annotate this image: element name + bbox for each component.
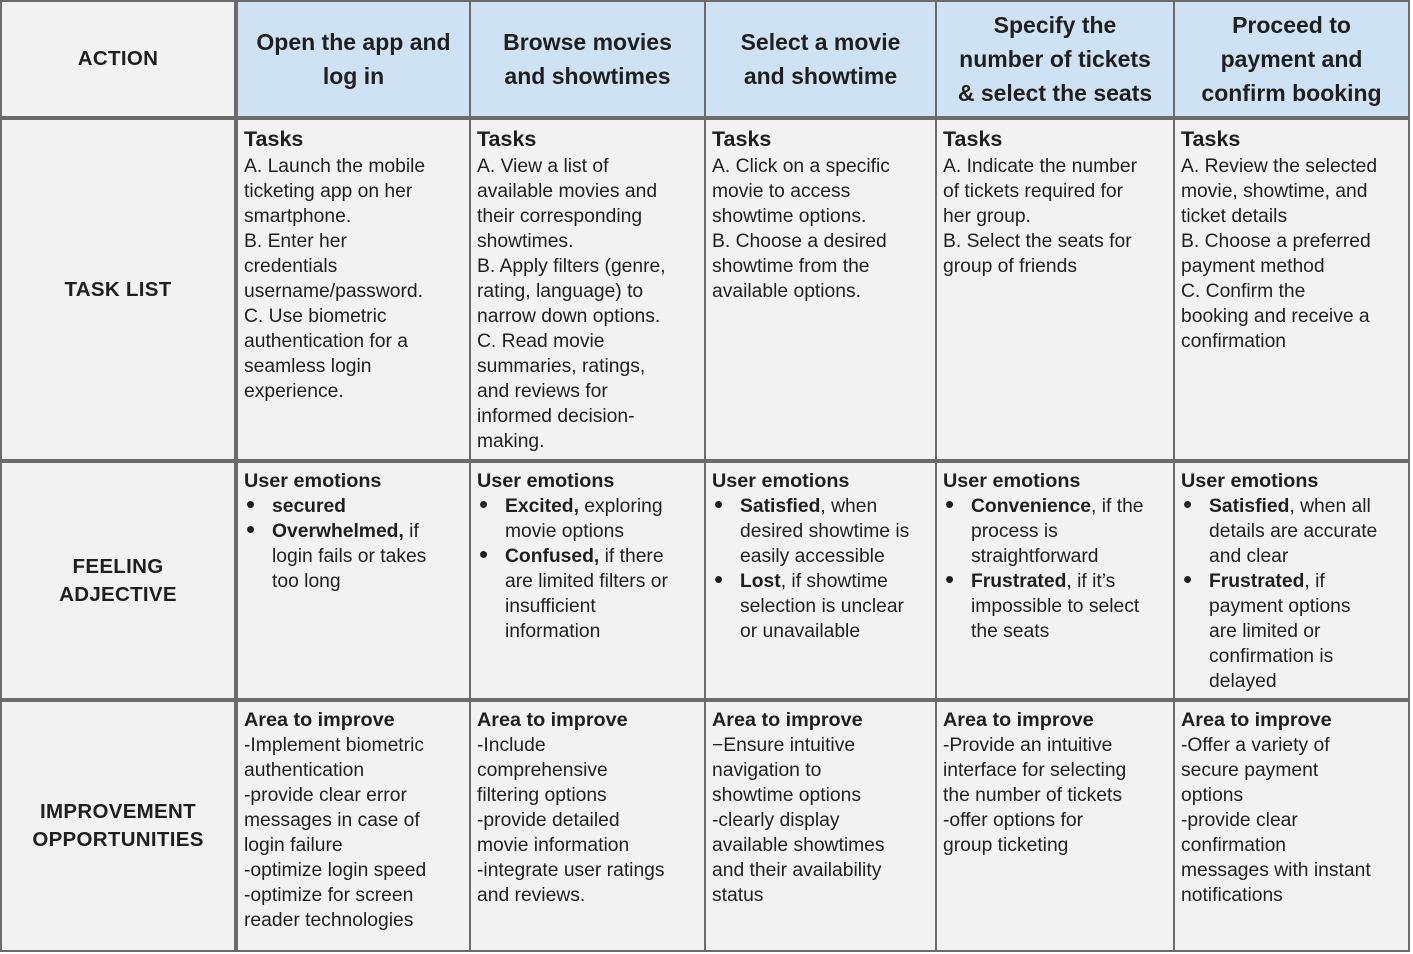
emotion-first-line: [740, 569, 929, 594]
improvement-cell: [1175, 702, 1408, 950]
action-title-line: and showtimes: [504, 63, 671, 89]
task-line: experience.: [244, 381, 344, 402]
improvement-line: group ticketing: [943, 835, 1069, 856]
row-label-action-text: ACTION: [77, 47, 159, 70]
task-line: smartphone.: [244, 206, 352, 227]
improvement-line: −Ensure intuitive: [712, 735, 856, 756]
action-title-line: Open the app and: [256, 29, 451, 55]
emotion-detail-line: insufficient: [505, 596, 596, 617]
improve-heading: Area to improve: [712, 709, 863, 731]
improvement-line: status: [712, 885, 764, 906]
improve-heading: Area to improve: [244, 709, 395, 731]
emotion-label: Satisfied: [1209, 496, 1290, 517]
tasks-heading: Tasks: [477, 127, 537, 151]
improvement-line: -Provide an intuitive: [943, 735, 1113, 756]
task-line: their corresponding: [477, 206, 643, 227]
emotions-list: [477, 494, 698, 644]
task-line: rating, language) to: [477, 281, 644, 302]
action-header-cell: [937, 2, 1173, 116]
task-line: movie, showtime, and: [1181, 181, 1368, 202]
improvement-line: -Include: [477, 735, 546, 756]
emotion-detail-line: impossible to select: [971, 596, 1140, 617]
emotion-detail-line: are limited or: [1209, 621, 1321, 642]
task-line: username/password.: [244, 281, 423, 302]
emotion-detail-line: details are accurate: [1209, 521, 1378, 542]
emotion-detail: if: [403, 521, 419, 542]
emotion-detail: , if the: [1091, 496, 1144, 517]
emotion-detail: , if: [1304, 571, 1325, 592]
grid-line: [704, 0, 706, 952]
improvement-line: movie information: [477, 835, 630, 856]
emotion-detail: , when: [820, 496, 878, 517]
task-list-cell: [471, 120, 704, 459]
emotion-detail-line: and clear: [1209, 546, 1289, 567]
improvement-line: confirmation: [1181, 835, 1287, 856]
grid-line: [0, 950, 1410, 952]
tasks-heading: Tasks: [1181, 127, 1241, 151]
improvement-cell: [471, 702, 704, 950]
task-line: payment method: [1181, 256, 1325, 277]
task-line: her group.: [943, 206, 1031, 227]
improvement-line: comprehensive: [477, 760, 608, 781]
feeling-cell: [471, 463, 704, 698]
emotion-detail-line: the seats: [971, 621, 1050, 642]
task-line: B. Enter her: [244, 231, 347, 252]
emotion-first-line: [971, 494, 1167, 519]
emotion-detail: , if it’s: [1066, 571, 1116, 592]
improvement-line: -Implement biometric: [244, 735, 425, 756]
task-line: C. Confirm the: [1181, 281, 1306, 302]
emotion-item: [1181, 494, 1402, 569]
grid-line: [0, 116, 1410, 120]
action-header-cell: [1175, 2, 1408, 116]
improvement-cell: [937, 702, 1173, 950]
improvement-line: authentication: [244, 760, 365, 781]
improvement-line: -optimize for screen: [244, 885, 414, 906]
improvement-line: interface for selecting: [943, 760, 1127, 781]
emotion-detail-line: login fails or takes: [272, 546, 427, 567]
emotions-heading: User emotions: [1181, 470, 1319, 492]
emotion-item: [712, 494, 929, 569]
improvement-line: messages in case of: [244, 810, 420, 831]
action-title-line: and showtime: [743, 63, 898, 89]
task-line: ticketing app on her: [244, 181, 413, 202]
row-label-task-list: [2, 120, 234, 459]
emotions-list: [712, 494, 929, 644]
emotion-first-line: [1209, 569, 1402, 594]
action-title-line: Proceed to: [1232, 12, 1351, 38]
emotion-detail-line: movie options: [505, 521, 624, 542]
improvement-line: options: [1181, 785, 1244, 806]
improvement-line: -offer options for: [943, 810, 1084, 831]
improvement-line: filtering options: [477, 785, 607, 806]
action-title-line: confirm booking: [1201, 80, 1382, 106]
feeling-cell: [937, 463, 1173, 698]
task-line: summaries, ratings,: [477, 356, 646, 377]
improvement-line: -provide clear: [1181, 810, 1298, 831]
emotion-label: Overwhelmed,: [272, 521, 404, 542]
task-line: showtime from the: [712, 256, 870, 277]
improvement-line: secure payment: [1181, 760, 1319, 781]
emotion-first-line: [505, 544, 698, 569]
improvement-line: -provide clear error: [244, 785, 407, 806]
task-list-cell: [706, 120, 935, 459]
task-line: authentication for a: [244, 331, 409, 352]
row-label-action: [2, 2, 234, 116]
grid-line: [1173, 0, 1175, 952]
row-label-feeling-line1: FEELING: [72, 554, 164, 578]
feeling-cell: [1175, 463, 1408, 698]
row-label-improvement-text: [2, 798, 234, 854]
row-label-feeling-line2: ADJECTIVE: [59, 582, 177, 606]
emotion-item: [477, 544, 698, 644]
task-list-cell: [937, 120, 1173, 459]
emotions-heading: User emotions: [477, 470, 615, 492]
improvement-line: -provide detailed: [477, 810, 620, 831]
improvement-line: -clearly display: [712, 810, 840, 831]
task-line: A. Launch the mobile: [244, 156, 426, 177]
action-title-line: number of tickets: [959, 46, 1151, 72]
row-label-improvement-opportunities: [2, 702, 234, 950]
emotion-first-line: [272, 494, 463, 519]
action-title-line: Specify the: [993, 12, 1117, 38]
emotion-item: [244, 494, 463, 519]
emotions-heading: User emotions: [943, 470, 1081, 492]
row-label-feeling-adjective: [2, 463, 234, 698]
task-line: seamless login: [244, 356, 372, 377]
emotion-detail-line: selection is unclear: [740, 596, 904, 617]
emotion-item: [943, 569, 1167, 644]
grid-line: [0, 0, 1410, 2]
emotion-label: secured: [272, 496, 346, 517]
action-title: [471, 25, 704, 93]
emotions-list: [943, 494, 1167, 644]
emotion-first-line: [971, 569, 1167, 594]
emotion-first-line: [1209, 494, 1402, 519]
task-line: A. Review the selected: [1181, 156, 1378, 177]
task-line: making.: [477, 431, 545, 452]
task-line: B. Choose a preferred: [1181, 231, 1371, 252]
emotion-detail-line: desired showtime is: [740, 521, 910, 542]
emotion-first-line: [505, 494, 698, 519]
action-title-line: & select the seats: [957, 80, 1153, 106]
row-label-task-list-text: TASK LIST: [64, 277, 172, 301]
task-line: confirmation: [1181, 331, 1287, 352]
tasks-heading: Tasks: [943, 127, 1003, 151]
action-header-cell: [238, 2, 469, 116]
emotions-list: [1181, 494, 1402, 694]
row-label-improvement-line1: IMPROVEMENT: [40, 800, 196, 823]
emotion-detail-line: process is: [971, 521, 1058, 542]
emotion-detail: , when all: [1289, 496, 1371, 517]
task-line: showtime options.: [712, 206, 867, 227]
task-line: credentials: [244, 256, 338, 277]
task-line: A. View a list of: [477, 156, 609, 177]
row-label-improvement-line2: OPPORTUNITIES: [32, 828, 204, 851]
improvement-cell: [238, 702, 469, 950]
emotion-detail: exploring: [578, 496, 663, 517]
improve-heading: Area to improve: [943, 709, 1094, 731]
feeling-cell: [706, 463, 935, 698]
feeling-cell: [238, 463, 469, 698]
grid-line: [0, 698, 1410, 702]
improvement-line: login failure: [244, 835, 343, 856]
task-line: C. Use biometric: [244, 306, 387, 327]
emotion-detail: if there: [599, 546, 664, 567]
action-title: [706, 25, 935, 93]
emotion-detail-line: are limited filters or: [505, 571, 668, 592]
emotion-label: Frustrated: [971, 571, 1067, 592]
improvement-line: available showtimes: [712, 835, 885, 856]
improvement-line: -Offer a variety of: [1181, 735, 1330, 756]
action-title-line: Browse movies: [503, 29, 672, 55]
improvement-line: the number of tickets: [943, 785, 1122, 806]
emotion-detail-line: information: [505, 621, 601, 642]
emotion-label: Excited,: [505, 496, 579, 517]
emotion-item: [244, 519, 463, 594]
improve-heading: Area to improve: [1181, 709, 1332, 731]
emotion-item: [712, 569, 929, 644]
task-line: A. Click on a specific: [712, 156, 890, 177]
action-title-line: log in: [322, 63, 385, 89]
emotion-label: Satisfied: [740, 496, 821, 517]
task-line: A. Indicate the number: [943, 156, 1137, 177]
emotion-detail-line: delayed: [1209, 671, 1277, 692]
emotion-item: [1181, 569, 1402, 694]
action-header-cell: [706, 2, 935, 116]
tasks-heading: Tasks: [244, 127, 304, 151]
grid-line: [0, 0, 2, 952]
improvement-line: navigation to: [712, 760, 822, 781]
emotion-label: Lost: [740, 571, 781, 592]
emotion-first-line: [272, 519, 463, 544]
task-list-cell: [1175, 120, 1408, 459]
emotion-detail: , if showtime: [780, 571, 888, 592]
action-title: [937, 8, 1173, 110]
emotion-label: Confused,: [505, 546, 600, 567]
emotion-detail-line: straightforward: [971, 546, 1099, 567]
emotion-item: [477, 494, 698, 544]
improve-heading: Area to improve: [477, 709, 628, 731]
improvement-line: showtime options: [712, 785, 861, 806]
task-line: group of friends: [943, 256, 1077, 277]
action-title-line: payment and: [1220, 46, 1363, 72]
emotions-heading: User emotions: [244, 470, 382, 492]
task-line: showtimes.: [477, 231, 574, 252]
task-line: ticket details: [1181, 206, 1288, 227]
grid-line: [1408, 0, 1410, 952]
improvement-line: notifications: [1181, 885, 1283, 906]
task-line: available movies and: [477, 181, 658, 202]
emotion-detail-line: too long: [272, 571, 341, 592]
task-line: B. Apply filters (genre,: [477, 256, 666, 277]
emotion-label: Convenience: [971, 496, 1092, 517]
improvement-line: messages with instant: [1181, 860, 1371, 881]
task-line: B. Choose a desired: [712, 231, 887, 252]
emotion-label: Frustrated: [1209, 571, 1305, 592]
emotion-detail-line: or unavailable: [740, 621, 861, 642]
improvement-line: reader technologies: [244, 910, 414, 931]
task-line: movie to access: [712, 181, 851, 202]
task-line: of tickets required for: [943, 181, 1124, 202]
grid-line: [234, 0, 238, 952]
row-label-feeling-adjective-text: [2, 553, 234, 609]
action-title: [238, 25, 469, 93]
improvement-line: and their availability: [712, 860, 882, 881]
emotion-item: [943, 494, 1167, 569]
emotion-detail-line: payment options: [1209, 596, 1351, 617]
emotions-list: [244, 494, 463, 594]
emotion-detail-line: easily accessible: [740, 546, 885, 567]
grid-line: [0, 459, 1410, 463]
emotions-heading: User emotions: [712, 470, 850, 492]
improvement-line: -integrate user ratings: [477, 860, 665, 881]
task-line: narrow down options.: [477, 306, 661, 327]
action-title: [1175, 8, 1408, 110]
tasks-heading: Tasks: [712, 127, 772, 151]
task-line: and reviews for: [477, 381, 608, 402]
improvement-cell: [706, 702, 935, 950]
action-title-line: Select a movie: [740, 29, 901, 55]
improvement-line: -optimize login speed: [244, 860, 427, 881]
task-line: booking and receive a: [1181, 306, 1370, 327]
emotion-detail-line: confirmation is: [1209, 646, 1334, 667]
task-line: available options.: [712, 281, 861, 302]
improvement-line: and reviews.: [477, 885, 586, 906]
grid-line: [469, 0, 471, 952]
task-list-cell: [238, 120, 469, 459]
action-header-cell: [471, 2, 704, 116]
grid-line: [935, 0, 937, 952]
task-line: C. Read movie: [477, 331, 605, 352]
emotion-first-line: [740, 494, 929, 519]
task-line: informed decision-: [477, 406, 635, 427]
task-line: B. Select the seats for: [943, 231, 1132, 252]
